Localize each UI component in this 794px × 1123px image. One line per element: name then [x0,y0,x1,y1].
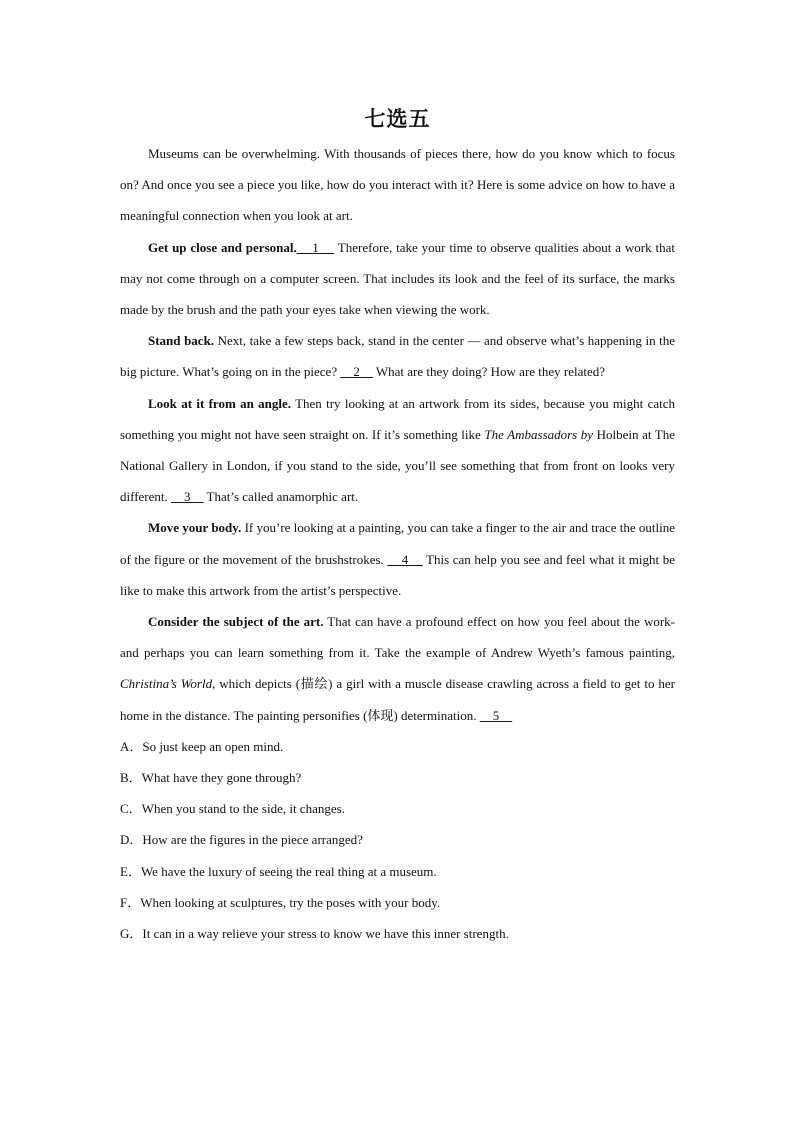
passage [120,138,675,949]
blank-3[interactable] [171,489,204,504]
option-b[interactable] [120,762,675,793]
paragraph-5 [120,606,675,731]
paragraph-text: Museums can be overwhelming. With thousands of pieces there, how do you know which to focus on? And once you see a piece you like, how do you interact with it? Here is some advice on how to have a meaningful connection when you look at art. [120,146,675,224]
blank-number: 3 [184,489,191,505]
paragraph-text: , which depicts (描绘) a girl with a muscle disease crawling across a field to get to her home in the distance. The painting personifies (体现) determination. [120,676,675,723]
option-letter: F． [120,894,141,910]
paragraph-lead: Get up close and personal. [148,239,297,255]
paragraph-4 [120,512,675,606]
option-g[interactable] [120,918,675,949]
option-letter: A． [120,738,143,754]
option-text: When looking at sculptures, try the poses with your body. [140,894,441,910]
option-a[interactable] [120,731,675,762]
paragraph-text: If you’re looking at a painting, you can take a finger to the air and trace the outline of the figure or the movement of the brushstrokes. [120,520,675,567]
option-text: What have they gone through? [141,770,302,786]
option-text: When you stand to the side, it changes. [141,801,345,817]
option-letter: B． [120,770,142,786]
option-text: So just keep an open mind. [142,738,284,754]
option-text: We have the luxury of seeing the real thing at a museum. [140,863,437,879]
artwork-title: Christina’s World [120,676,213,692]
paragraph-lead: Look at it from an angle. [148,395,292,411]
paragraph-lead: Consider the subject of the art. [148,614,324,630]
paragraph-lead: Stand back. [148,333,215,349]
options-list [120,731,675,949]
paragraph-text: Holbein at The National Gallery in London, if you stand to the side, you’ll see something that from front on looks very different. [120,426,675,505]
paragraph-text: That’s called anamorphic art. [203,489,359,505]
blank-4[interactable] [387,552,422,567]
paragraph-2 [120,325,675,387]
option-text: It can in a way relieve your stress to know we have this inner strength. [142,926,509,942]
paragraph-text: What are they doing? How are they related? [372,364,606,380]
blank-5[interactable] [480,708,513,723]
blank-number: 5 [492,707,500,723]
option-d[interactable] [120,824,675,855]
paragraph-text: Then try looking at an artwork from its sides, because you might catch something you might not have seen straight on. If it’s something like [120,395,675,442]
blank-number: 2 [353,364,360,380]
option-f[interactable] [120,887,675,918]
paragraph-lead: Move your body. [148,520,242,536]
artwork-title: The Ambassadors by [484,426,594,442]
option-e[interactable] [120,856,675,887]
option-letter: D． [120,832,143,848]
paragraph-text: That can have a profound effect on how you feel about the work-and perhaps you can learn something from it. Take the example of Andrew Wyeth’s famous painting, [120,614,675,661]
blank-number: 4 [401,551,409,567]
paragraph-text: Next, take a few steps back, stand in the center — and observe what’s happening in the big picture. What’s going on in the piece? [120,333,675,380]
option-letter: C． [120,801,142,817]
paragraph-text: Therefore, take your time to observe qualities about a work that may not come through on a computer screen. That includes its look and the feel of its surface, the marks made by the brush and the path your eyes take when viewing the work. [120,239,675,318]
paragraph-3 [120,388,675,513]
paragraph-intro [120,138,675,232]
option-letter: G． [120,926,143,942]
paragraph-text: This can help you see and feel what it might be like to make this artwork from the artist’s perspective. [120,551,676,598]
page-title: 七选五 [364,107,431,131]
option-text: How are the figures in the piece arranged? [142,832,363,848]
blank-1[interactable] [297,240,334,255]
option-letter: E． [120,863,141,879]
blank-number: 1 [312,239,319,255]
paragraph-1 [120,232,675,326]
option-c[interactable] [120,793,675,824]
blank-2[interactable] [340,364,373,379]
